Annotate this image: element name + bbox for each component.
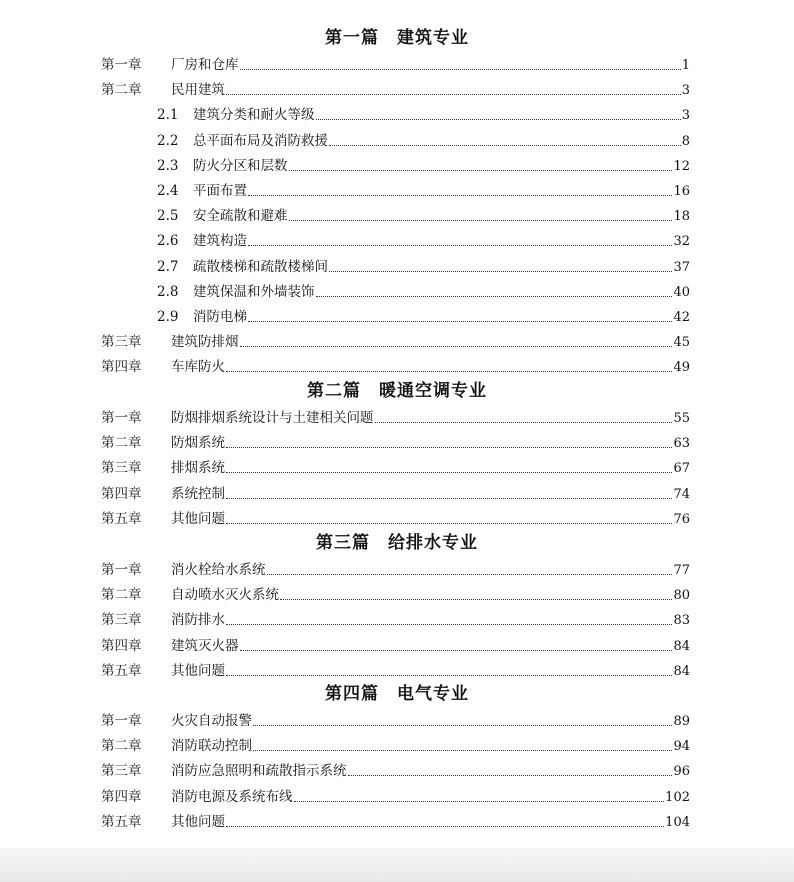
dot-leader: [226, 370, 672, 372]
section-number: 2.6: [157, 233, 179, 250]
entry-title: 总平面布局及消防救援: [193, 132, 328, 149]
chapter-number: 第三章: [101, 334, 142, 351]
page-number: 12: [673, 158, 690, 174]
entry-title: 建筑灭火器: [171, 637, 239, 654]
dot-leader: [240, 649, 673, 651]
page-number: 94: [673, 739, 690, 755]
entry-title: 排烟系统: [171, 460, 225, 477]
chapter-number: 第五章: [101, 510, 142, 527]
page-number: 77: [673, 563, 690, 578]
entry-title: 火灾自动报警: [171, 713, 252, 729]
part-title: 第二篇 暖通空调专业: [307, 381, 487, 401]
toc-chapter-entry[interactable]: [101, 610, 690, 630]
toc-chapter-entry[interactable]: [101, 408, 690, 428]
entry-title: 消火栓给水系统: [171, 562, 266, 578]
section-number: 2.1: [157, 107, 179, 124]
page-number: 40: [673, 284, 690, 300]
page-number: 84: [673, 663, 690, 679]
toc-section-entry[interactable]: [157, 131, 690, 151]
toc-chapter-entry[interactable]: [101, 357, 690, 377]
chapter-number: 第四章: [101, 359, 142, 376]
dot-leader: [226, 674, 672, 676]
page-number: 1: [681, 58, 690, 73]
toc-chapter-entry[interactable]: [101, 433, 690, 453]
toc-chapter-entry[interactable]: [101, 509, 690, 529]
page-number: 8: [681, 133, 690, 149]
page-number: 16: [673, 184, 690, 199]
toc-chapter-entry[interactable]: [101, 761, 690, 781]
page-number: 32: [673, 234, 690, 250]
entry-title: 平面布置: [193, 183, 247, 199]
entry-title: 防火分区和层数: [193, 157, 288, 174]
dot-leader: [226, 93, 681, 95]
entry-title: 建筑构造: [193, 233, 247, 250]
section-number: 2.3: [157, 157, 179, 174]
page-number: 67: [673, 461, 690, 477]
page-number: 104: [665, 814, 690, 830]
chapter-number: 第三章: [101, 612, 142, 629]
entry-title: 民用建筑: [171, 82, 225, 99]
chapter-number: 第一章: [101, 562, 142, 578]
section-number: 2.8: [157, 283, 179, 300]
dot-leader: [226, 446, 672, 448]
dot-leader: [253, 749, 672, 751]
entry-title: 防烟排烟系统设计与土建相关问题: [171, 410, 374, 426]
page-number: 63: [673, 436, 690, 452]
toc-section-entry[interactable]: [157, 282, 690, 302]
dot-leader: [289, 169, 673, 171]
dot-leader: [375, 421, 673, 423]
page-number: 96: [673, 764, 690, 780]
page-number: 3: [681, 108, 690, 124]
dot-leader: [329, 270, 672, 272]
entry-title: 消防电源及系统布线: [171, 788, 293, 805]
page-number: 80: [673, 588, 690, 604]
chapter-number: 第一章: [101, 57, 142, 73]
chapter-number: 第二章: [101, 587, 142, 604]
entry-title: 建筑保温和外墙装饰: [193, 283, 315, 300]
entry-title: 自动喷水灭火系统: [171, 587, 279, 604]
dot-leader: [226, 522, 672, 524]
dot-leader: [248, 244, 672, 246]
toc-chapter-entry[interactable]: [101, 585, 690, 605]
page-number: 74: [673, 486, 690, 502]
entry-title: 系统控制: [171, 485, 225, 502]
toc-chapter-entry[interactable]: [101, 787, 690, 807]
chapter-number: 第五章: [101, 813, 142, 830]
page-number: 83: [673, 613, 690, 629]
dot-leader: [226, 471, 672, 473]
section-number: 2.7: [157, 258, 179, 275]
part-title: 第四篇 电气专业: [325, 684, 469, 704]
entry-title: 安全疏散和避难: [193, 208, 288, 225]
dot-leader: [329, 144, 681, 146]
entry-title: 建筑分类和耐火等级: [193, 107, 315, 124]
section-number: 2.4: [157, 183, 179, 199]
page-number: 3: [681, 83, 690, 99]
dot-leader: [226, 623, 672, 625]
page-number: 45: [673, 335, 690, 351]
toc-chapter-entry[interactable]: [101, 711, 690, 731]
entry-title: 消防排水: [171, 612, 225, 629]
toc-chapter-entry[interactable]: [101, 55, 690, 75]
page-number: 42: [673, 310, 690, 325]
entry-title: 其他问题: [171, 813, 225, 830]
entry-title: 车库防火: [171, 359, 225, 376]
toc-section-entry[interactable]: [157, 307, 690, 327]
dot-leader: [240, 68, 681, 70]
dot-leader: [226, 497, 672, 499]
toc-chapter-entry[interactable]: [101, 80, 690, 100]
part-title: 第三篇 给排水专业: [316, 533, 478, 553]
chapter-number: 第五章: [101, 662, 142, 679]
toc-section-entry[interactable]: [157, 181, 690, 201]
toc-chapter-entry[interactable]: [101, 332, 690, 352]
section-number: 2.5: [157, 208, 179, 225]
dot-leader: [348, 774, 673, 776]
toc-section-entry[interactable]: [157, 206, 690, 226]
section-number: 2.2: [157, 132, 179, 149]
chapter-number: 第四章: [101, 485, 142, 502]
toc-chapter-entry[interactable]: [101, 661, 690, 681]
toc-chapter-entry[interactable]: [101, 560, 690, 580]
dot-leader: [226, 825, 664, 827]
dot-leader: [248, 320, 672, 322]
dot-leader: [267, 573, 673, 575]
entry-title: 防烟系统: [171, 435, 225, 452]
entry-title: 其他问题: [171, 510, 225, 527]
entry-title: 厂房和仓库: [171, 57, 239, 73]
toc-chapter-entry[interactable]: [101, 636, 690, 656]
chapter-number: 第三章: [101, 763, 142, 780]
section-number: 2.9: [157, 309, 179, 325]
toc-chapter-entry[interactable]: [101, 812, 690, 832]
toc-chapter-entry[interactable]: [101, 458, 690, 478]
toc-chapter-entry[interactable]: [101, 484, 690, 504]
page-number: 76: [673, 511, 690, 527]
page-number: 102: [665, 789, 690, 805]
toc-chapter-entry[interactable]: [101, 736, 690, 756]
dot-leader: [316, 295, 673, 297]
chapter-number: 第四章: [101, 637, 142, 654]
dot-leader: [253, 724, 672, 726]
page-number: 55: [673, 411, 690, 426]
entry-title: 消防联动控制: [171, 738, 252, 755]
entry-title: 其他问题: [171, 662, 225, 679]
dot-leader: [316, 118, 681, 120]
page-number: 18: [673, 209, 690, 225]
chapter-number: 第三章: [101, 460, 142, 477]
page-number: 49: [673, 360, 690, 376]
toc-section-entry[interactable]: [157, 156, 690, 176]
toc-section-entry[interactable]: [157, 105, 690, 125]
dot-leader: [240, 345, 673, 347]
dot-leader: [294, 800, 665, 802]
chapter-number: 第二章: [101, 738, 142, 755]
page-number: 84: [673, 638, 690, 654]
dot-leader: [289, 219, 673, 221]
chapter-number: 第四章: [101, 788, 142, 805]
chapter-number: 第二章: [101, 82, 142, 99]
page-number: 37: [673, 259, 690, 275]
entry-title: 消防电梯: [193, 309, 247, 325]
entry-title: 疏散楼梯和疏散楼梯间: [193, 258, 328, 275]
entry-title: 消防应急照明和疏散指示系统: [171, 763, 347, 780]
chapter-number: 第二章: [101, 435, 142, 452]
dot-leader: [280, 598, 672, 600]
chapter-number: 第一章: [101, 410, 142, 426]
part-title: 第一篇 建筑专业: [325, 28, 469, 48]
dot-leader: [248, 194, 672, 196]
page-bottom-shade: [0, 848, 794, 882]
entry-title: 建筑防排烟: [171, 334, 239, 351]
chapter-number: 第一章: [101, 713, 142, 729]
page-number: 89: [673, 714, 690, 729]
toc-section-entry[interactable]: [157, 257, 690, 277]
toc-section-entry[interactable]: [157, 231, 690, 251]
